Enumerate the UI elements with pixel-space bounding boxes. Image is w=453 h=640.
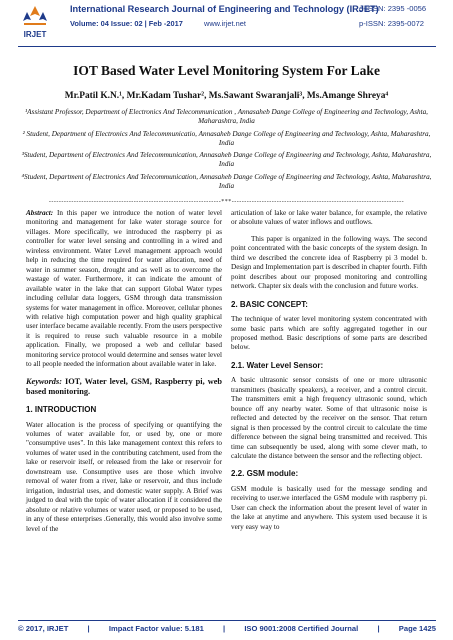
footer-impact-factor: Impact Factor value: 5.181 <box>108 624 204 633</box>
footer-page-number: Page 1425 <box>398 624 436 633</box>
organization-paragraph: This paper is organized in the following ways. The second point concentrated with the basic concepts of the system design. In third we described the concrete idea of Raspberry pi 3 model b. Design and Implementation part is described in chapter fourth. Fifth point describes about our proposed monitoring and controlling network. Chapter six deals with the conclusion and future works. <box>231 234 428 291</box>
journal-header <box>0 0 453 46</box>
affiliations <box>20 108 433 194</box>
right-column <box>231 209 427 539</box>
logo-text: IRJET <box>23 30 47 39</box>
affiliation-1: ¹Assistant Professor, Department of Electronics And Telecommunication , Annasaheb Dange College of Engineering and Technology, Ashta, Maharashtra, India <box>25 108 428 126</box>
introduction-text: Water allocation is the process of specifying or quantifying the volumes of water available for, or used by, one or more "consumptive uses". In this lake management context this refers to volumes of water used in the contributing catchment, used from the lake or reservoir itself, or released from the lake or reservoir for downstream use. Consumptive uses are those which involve removal of water from a river, lake or reservoir, and thus include irrigation, industrial uses, and domestic water supply. A Brief was judged to deal with the topic of water allocation if it considered the absolute or relative volumes or water used, or proposed to be used, in any of these enterprises .Generally, this would also involve some level of the <box>26 420 222 533</box>
keywords-label: Keywords: <box>26 376 62 386</box>
section-separator: ---------------------------------------------------------------------***--------------------------------------------------------------------- <box>48 199 405 205</box>
irjet-logo <box>18 4 52 42</box>
introduction-heading: 1. INTRODUCTION <box>26 405 97 415</box>
affiliation-4: ⁴Student, Department of Electronics And Telecommunication, Annasaheb Dange College of Engineering and Technology, Ashta, Maharashtra, India <box>21 172 432 191</box>
journal-footer <box>18 624 436 633</box>
footer-separator: | <box>377 624 380 633</box>
abstract-text: In this paper we introduce the notion of water level monitoring and management for lake water storage source for villages. More specifically, we introduced the raspberry pi as controller for water level sensing and controlling in a wired and wireless environment. Water Level management approach would help in reducing the time required for water allocation, need of water in summer season, drought and as well as to overcome the wastage of water. Furthermore, it can indicate the amount of available water in the lake that can support Global Water types including cellular data loggers, GSM through data transmission systems for water management in office. Moreover, cellular phones with relative high computation power and high quality graphical user interface became available recently. From the users perspective it is required to reuse such valuable resource in a mobile application. Finally, we proposed a web and cellular based monitoring service protocol would determine and senses water level to all people needed the information about available water in lake. <box>26 209 222 369</box>
footer-separator: | <box>87 624 90 633</box>
journal-website[interactable]: www.irjet.net <box>204 19 246 28</box>
footer-copyright: © 2017, IRJET <box>18 624 69 633</box>
footer-divider <box>18 620 436 621</box>
keywords <box>26 377 222 397</box>
journal-title: International Research Journal of Engineering and Technology (IRJET) <box>70 4 379 14</box>
abstract <box>26 209 222 370</box>
affiliation-2: ² Student, Department of Electronics And Telecommunicatio, Annasaheb Dange College of Engineering and Technology, Ashta, Maharashtra, India <box>22 129 431 147</box>
water-level-sensor-text: A basic ultrasonic sensor consists of one or more ultrasonic transmitters (basically speakers), a receiver, and a control circuit. The transmitters emit a high frequency ultrasonic sound, which bounce off any nearby water. Some of that ultrasonic noise is reflected and detected by the receiver on the sensor. That return signal is then processed by the control circuit to calculate the time difference between the signal being transmitted and received. This time can subsequently be used, along with some clever math, to calculate the distance between the sensor and the reflecting object. <box>231 376 427 460</box>
footer-separator: | <box>223 624 226 633</box>
eissn: e-ISSN: 2395 -0056 <box>359 4 427 13</box>
footer-iso: ISO 9001:2008 Certified Journal <box>244 624 359 633</box>
author-list: Mr.Patil K.N.¹, Mr.Kadam Tushar², Ms.Sawant Swaranjali³, Ms.Amange Shreya⁴ <box>64 91 389 101</box>
keywords-text: IOT, Water level, GSM, Raspberry pi, web based monitoring. <box>26 376 222 396</box>
abstract-label: Abstract: <box>26 209 54 217</box>
pissn: p-ISSN: 2395-0072 <box>359 19 425 28</box>
gsm-module-heading: 2.2. GSM module: <box>231 469 299 479</box>
left-column <box>26 209 222 541</box>
volume-issue: Volume: 04 Issue: 02 | Feb -2017 <box>70 19 183 28</box>
header-divider <box>18 46 436 47</box>
affiliation-3: ³Student, Department of Electronics And Telecommunication, Annasaheb Dange College of Engineering and Technology, Ashta, Maharashtra, India <box>21 151 432 169</box>
basic-concept-heading: 2. BASIC CONCEPT: <box>231 299 308 309</box>
gsm-module-text: GSM module is basically used for the message sending and receiving to user.we interfaced the GSM module with raspberry pi. User can check the information about the present level of water in the lake at anytime and anywhere. This system used because it is very easy way to <box>231 484 427 531</box>
paper-title: IOT Based Water Level Monitoring System For Lake <box>73 63 380 78</box>
introduction-continued: articulation of lake or lake water balance, for example, the relative or absolute values of water inflows and outflows. <box>231 209 427 227</box>
water-level-sensor-heading: 2.1. Water Level Sensor: <box>231 360 324 370</box>
basic-concept-text: The technique of water level monitoring system concentrated with some basic parts which are softly aggregated together in our proposed method. Basic descriptions of some parts are described below. <box>231 315 427 352</box>
